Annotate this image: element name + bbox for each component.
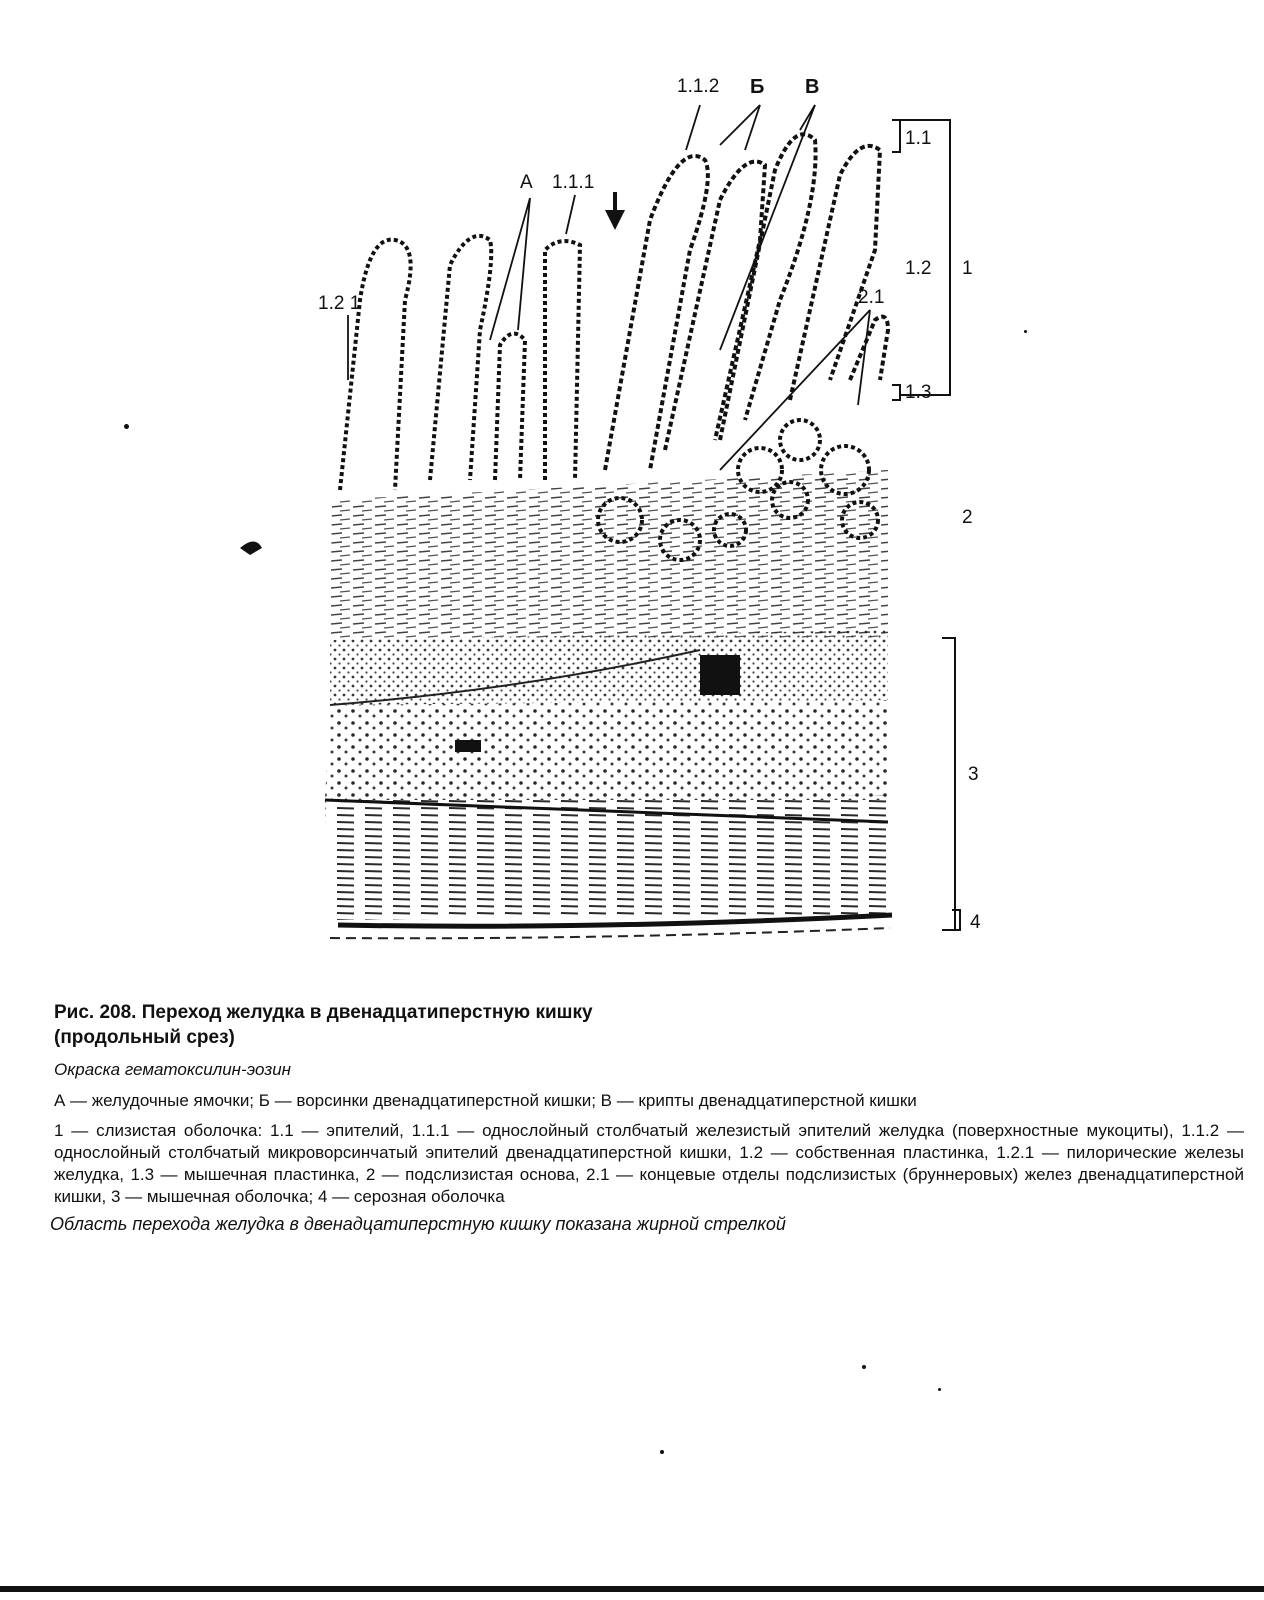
transition-arrow bbox=[605, 192, 625, 230]
speck bbox=[938, 1388, 941, 1391]
caption-stain: Окраска гематоксилин-эозин bbox=[54, 1060, 292, 1079]
stray-mark bbox=[240, 542, 262, 556]
label-4: 4 bbox=[970, 912, 981, 933]
label-2-1: 2.1 bbox=[858, 287, 885, 308]
label-2: 2 bbox=[962, 507, 973, 528]
caption-title bbox=[54, 1000, 1244, 1050]
speck bbox=[862, 1365, 866, 1369]
caption-legend-letters: А — желудочные ямочки; Б — ворсинки двенадцатиперстной кишки; В — крипты двенадцатиперстной кишки bbox=[54, 1091, 917, 1110]
caption-title-line1: Рис. 208. Переход желудка в двенадцатиперстную кишку bbox=[54, 1002, 593, 1023]
speck bbox=[1024, 330, 1027, 333]
layer-brackets bbox=[892, 120, 960, 930]
gastric-folds bbox=[340, 236, 580, 490]
label-v: В bbox=[805, 76, 820, 98]
speck bbox=[660, 1450, 664, 1454]
label-1: 1 bbox=[962, 258, 973, 279]
label-1-3: 1.3 bbox=[905, 382, 932, 403]
page-bottom-rule bbox=[0, 1586, 1264, 1592]
label-a: А bbox=[520, 172, 533, 193]
label-b: Б bbox=[750, 76, 765, 98]
caption-arrow-note: Область перехода желудка в двенадцатиперстную кишку показана жирной стрелкой bbox=[50, 1214, 786, 1234]
caption-title-line2: (продольный срез) bbox=[54, 1027, 235, 1048]
caption-legend-numbers: 1 — слизистая оболочка: 1.1 — эпителий, 1.1.1 — однослойный столбчатый железистый эпителий желудка (поверхностные мукоциты), 1.1.2 — однослойный столбчатый микроворсинчатый эпителий двенадцатиперстной кишки, 1.2 — собственная пластинка, 1.2.1 — пилорические железы желудка, 1.3 — мышечная пластинка, 2 — подслизистая основа, 2.1 — концевые отделы подслизистых (бруннеровых) желез двенадцатиперстной кишки, 3 — мышечная оболочка; 4 — серозная оболочка bbox=[54, 1121, 1244, 1206]
speck bbox=[124, 424, 129, 429]
label-1-1: 1.1 bbox=[905, 128, 932, 149]
label-1-2-1: 1.2 1 bbox=[318, 293, 361, 314]
duodenal-villi bbox=[605, 134, 888, 470]
label-1-2: 1.2 bbox=[905, 258, 932, 279]
figure-caption bbox=[50, 1000, 1244, 1235]
label-1-1-2: 1.1.2 bbox=[677, 76, 720, 97]
label-3: 3 bbox=[968, 764, 979, 785]
pointer-lines bbox=[348, 105, 870, 470]
label-1-1-1: 1.1.1 bbox=[552, 172, 595, 193]
